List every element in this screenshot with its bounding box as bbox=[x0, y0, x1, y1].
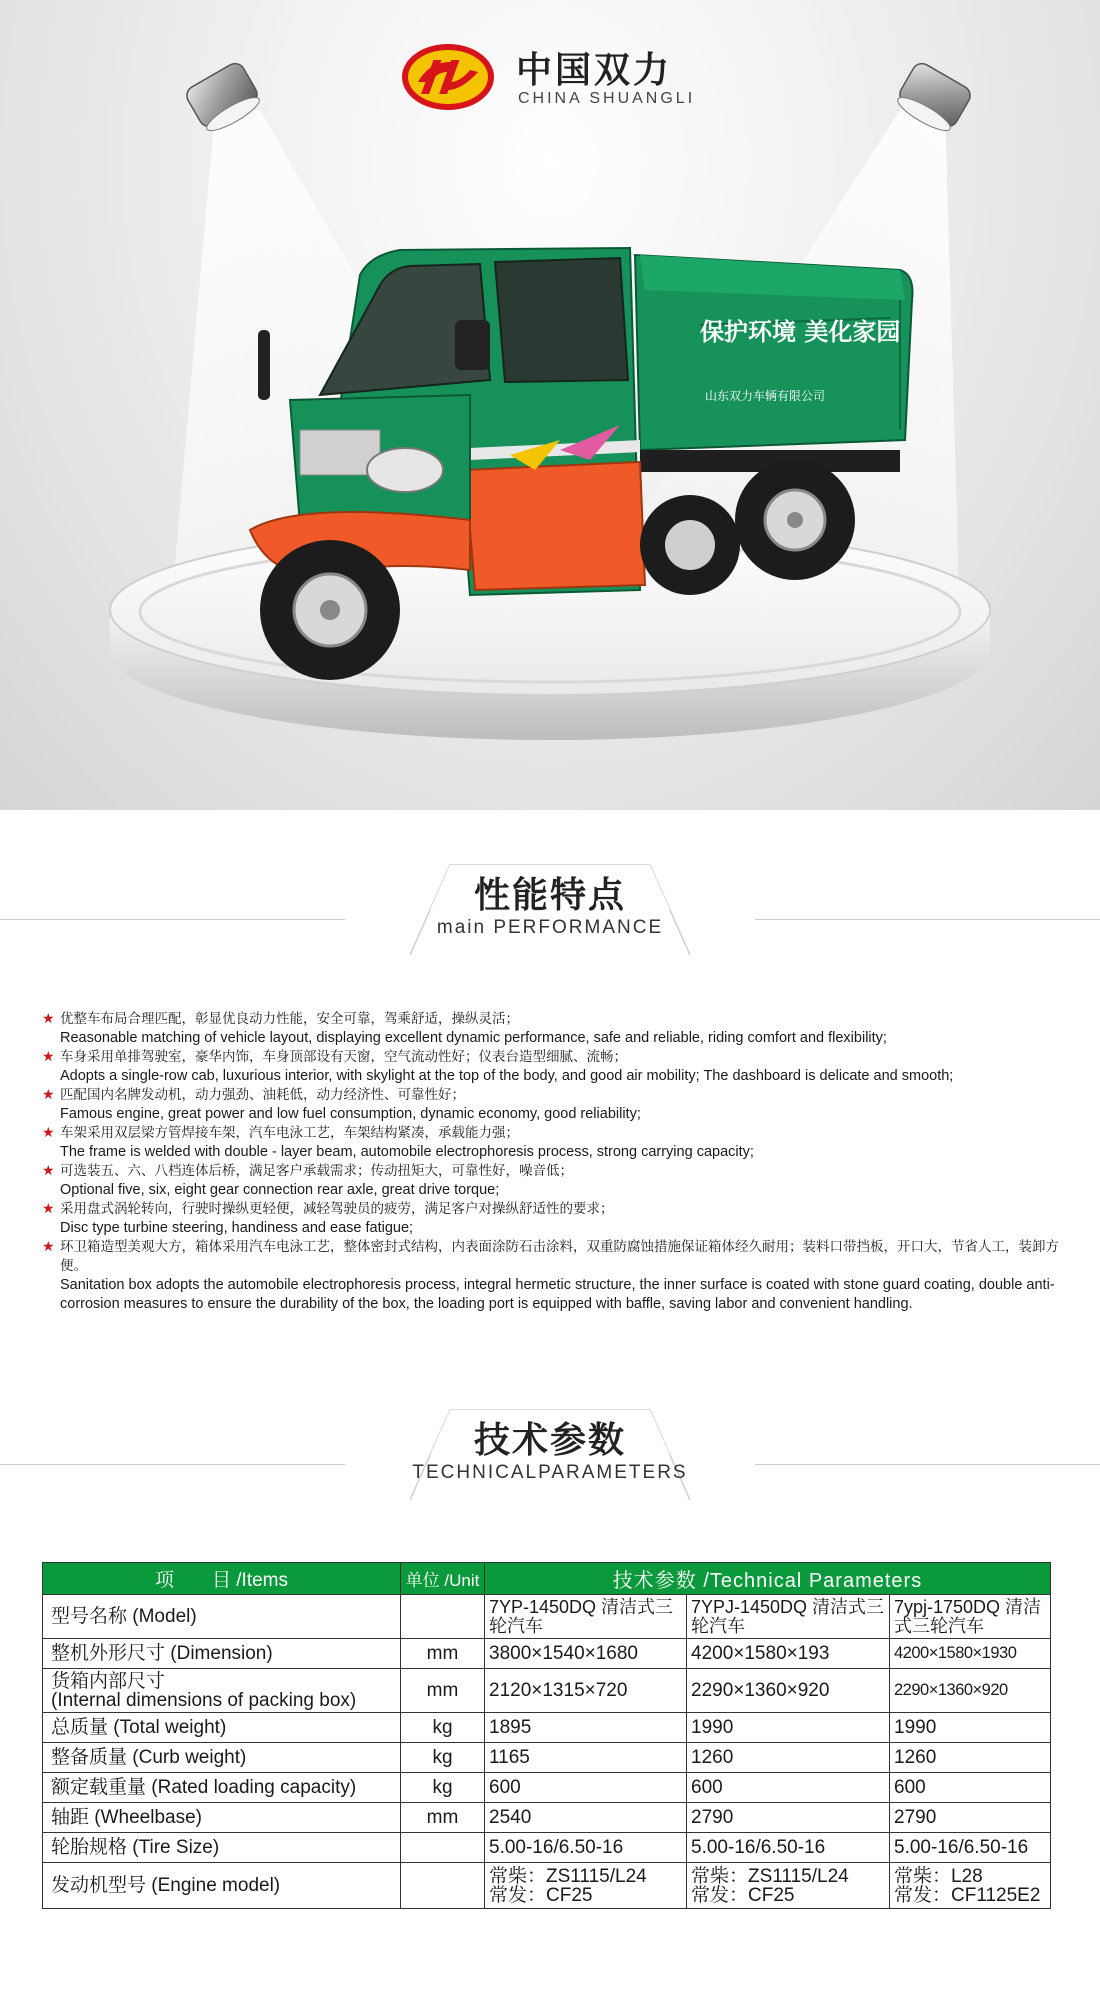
feature-item bbox=[42, 1010, 1062, 1048]
spec-row bbox=[43, 1639, 1051, 1669]
spec-cell-value-model-2: 常柴：ZS1115/L24 常发：CF25 bbox=[687, 1863, 890, 1909]
spec-cell-label: 额定载重量 (Rated loading capacity) bbox=[43, 1773, 401, 1803]
spec-cell-unit: mm bbox=[401, 1669, 485, 1713]
feature-item bbox=[42, 1086, 1062, 1124]
spec-cell-value-model-1: 600 bbox=[485, 1773, 687, 1803]
spec-row bbox=[43, 1833, 1051, 1863]
box-slogan: 保护环境 美化家园 bbox=[700, 318, 901, 346]
section-heading-performance bbox=[0, 855, 1100, 985]
spec-cell-value-model-1: 1165 bbox=[485, 1743, 687, 1773]
header-unit: 单位 /Unit bbox=[401, 1563, 485, 1595]
spec-cell-value-model-1: 2540 bbox=[485, 1803, 687, 1833]
feature-en: The frame is welded with double - layer beam, automobile electrophoresis process, strong carrying capacity; bbox=[60, 1144, 754, 1160]
star-bullet-icon: ★ bbox=[42, 1087, 55, 1103]
hero-illustration bbox=[0, 0, 1100, 810]
feature-cn: 环卫箱造型美观大方，箱体采用汽车电泳工艺，整体密封式结构，内表面涂防石击涂料，双重防腐蚀措施保证箱体经久耐用；装料口带挡板，开口大，节省人工，装卸方便。 bbox=[60, 1239, 1059, 1274]
spec-row bbox=[43, 1773, 1051, 1803]
spec-cell-label: 发动机型号 (Engine model) bbox=[43, 1863, 401, 1909]
spec-row bbox=[43, 1743, 1051, 1773]
performance-title-cn: 性能特点 bbox=[473, 875, 626, 916]
feature-en: Adopts a single-row cab, luxurious interior, with skylight at the top of the body, and good air mobility; The dashboard is delicate and smooth; bbox=[60, 1068, 954, 1084]
spec-cell-value-model-3: 5.00-16/6.50-16 bbox=[890, 1833, 1051, 1863]
spec-cell-value-model-3: 1990 bbox=[890, 1713, 1051, 1743]
feature-cn: 优整车布局合理匹配，彰显优良动力性能，安全可靠，驾乘舒适，操纵灵活； bbox=[60, 1011, 519, 1027]
spec-cell-value-model-1: 7YP-1450DQ 清洁式三轮汽车 bbox=[485, 1595, 687, 1639]
spec-cell-value-model-3: 7ypj-1750DQ 清洁式三轮汽车 bbox=[890, 1595, 1051, 1639]
spec-cell-label: 整机外形尺寸 (Dimension) bbox=[43, 1639, 401, 1669]
feature-en: Famous engine, great power and low fuel consumption, dynamic economy, good reliability; bbox=[60, 1106, 641, 1122]
box-company: 山东双力车辆有限公司 bbox=[705, 389, 826, 403]
spec-cell-unit: kg bbox=[401, 1713, 485, 1743]
performance-title-en: main PERFORMANCE bbox=[436, 917, 664, 938]
spec-cell-value-model-1: 常柴：ZS1115/L24 常发：CF25 bbox=[485, 1863, 687, 1909]
spec-cell-unit bbox=[401, 1595, 485, 1639]
performance-feature-list bbox=[42, 1010, 1062, 1314]
star-bullet-icon: ★ bbox=[42, 1239, 55, 1255]
spec-cell-value-model-2: 1990 bbox=[687, 1713, 890, 1743]
spec-cell-unit: mm bbox=[401, 1803, 485, 1833]
technical-title-en: TECHNICALPARAMETERS bbox=[412, 1462, 688, 1483]
feature-item bbox=[42, 1124, 1062, 1162]
feature-cn: 可选装五、六、八档连体后桥，满足客户承载需求；传动扭矩大，可靠性好，噪音低； bbox=[60, 1163, 573, 1179]
spec-row bbox=[43, 1803, 1051, 1833]
spec-cell-value-model-3: 2290×1360×920 bbox=[890, 1669, 1051, 1713]
header-technical-parameters: 技术参数 /Technical Parameters bbox=[485, 1563, 1051, 1595]
spec-row bbox=[43, 1863, 1051, 1909]
spec-cell-value-model-3: 常柴：L28 常发：CF1125E2 bbox=[890, 1863, 1051, 1909]
spec-cell-value-model-1: 5.00-16/6.50-16 bbox=[485, 1833, 687, 1863]
spec-row bbox=[43, 1669, 1051, 1713]
feature-item bbox=[42, 1162, 1062, 1200]
technical-title-cn: 技术参数 bbox=[473, 1420, 626, 1461]
spec-cell-unit bbox=[401, 1833, 485, 1863]
spec-cell-value-model-2: 2790 bbox=[687, 1803, 890, 1833]
brand-name-cn: 中国双力 bbox=[516, 50, 673, 91]
section-heading-technical bbox=[0, 1400, 1100, 1530]
spec-cell-value-model-3: 2790 bbox=[890, 1803, 1051, 1833]
feature-item bbox=[42, 1238, 1062, 1314]
feature-en: Optional five, six, eight gear connection rear axle, great drive torque; bbox=[60, 1182, 500, 1198]
spec-cell-value-model-3: 1260 bbox=[890, 1743, 1051, 1773]
shuangli-logo-icon bbox=[400, 42, 496, 112]
feature-en: Sanitation box adopts the automobile electrophoresis process, integral hermetic structure, the inner surface is coated with stone guard coating, double anti-corrosion measures to ensure the durability of the box, the loading port is equipped with baffle, saving labor and convenient handling. bbox=[60, 1277, 1055, 1312]
front-wheel bbox=[260, 540, 400, 680]
feature-cn: 匹配国内名牌发动机，动力强劲、油耗低，动力经济性、可靠性好； bbox=[60, 1087, 465, 1103]
spec-cell-unit: kg bbox=[401, 1743, 485, 1773]
spec-cell-unit: kg bbox=[401, 1773, 485, 1803]
spec-cell-value-model-2: 2290×1360×920 bbox=[687, 1669, 890, 1713]
spec-cell-unit bbox=[401, 1863, 485, 1909]
spec-cell-label: 货箱内部尺寸 (Internal dimensions of packing box) bbox=[43, 1669, 401, 1713]
feature-en: Disc type turbine steering, handiness and ease fatigue; bbox=[60, 1220, 414, 1236]
feature-cn: 车架采用双层梁方管焊接车架，汽车电泳工艺，车架结构紧凑，承载能力强； bbox=[60, 1125, 519, 1141]
feature-cn: 采用盘式涡轮转向，行驶时操纵更轻便，减轻驾驶员的疲劳，满足客户对操纵舒适性的要求； bbox=[60, 1201, 614, 1217]
feature-cn: 车身采用单排驾驶室，豪华内饰，车身顶部设有天窗，空气流动性好；仪表台造型细腻、流畅； bbox=[60, 1049, 627, 1065]
star-bullet-icon: ★ bbox=[42, 1049, 55, 1065]
brand-header bbox=[400, 40, 700, 120]
spec-cell-label: 总质量 (Total weight) bbox=[43, 1713, 401, 1743]
spec-table bbox=[42, 1562, 1051, 1909]
middle-rear-wheel bbox=[640, 495, 740, 595]
feature-en: Reasonable matching of vehicle layout, displaying excellent dynamic performance, safe and reliable, riding comfort and flexibility; bbox=[60, 1030, 887, 1046]
spec-row bbox=[43, 1595, 1051, 1639]
spec-cell-value-model-3: 600 bbox=[890, 1773, 1051, 1803]
rear-wheel bbox=[735, 460, 855, 580]
header-items: 项 目 /Items bbox=[43, 1563, 401, 1595]
spec-cell-label: 整备质量 (Curb weight) bbox=[43, 1743, 401, 1773]
brand-name-en: CHINA SHUANGLI bbox=[518, 90, 696, 107]
spec-cell-value-model-2: 600 bbox=[687, 1773, 890, 1803]
spec-cell-value-model-1: 3800×1540×1680 bbox=[485, 1639, 687, 1669]
hero-banner bbox=[0, 0, 1100, 810]
spec-cell-label: 型号名称 (Model) bbox=[43, 1595, 401, 1639]
spec-cell-value-model-3: 4200×1580×1930 bbox=[890, 1639, 1051, 1669]
feature-item bbox=[42, 1200, 1062, 1238]
spec-cell-value-model-2: 1260 bbox=[687, 1743, 890, 1773]
spec-cell-label: 轴距 (Wheelbase) bbox=[43, 1803, 401, 1833]
star-bullet-icon: ★ bbox=[42, 1163, 55, 1179]
spec-cell-value-model-1: 2120×1315×720 bbox=[485, 1669, 687, 1713]
spec-cell-value-model-2: 5.00-16/6.50-16 bbox=[687, 1833, 890, 1863]
spec-table-header bbox=[43, 1563, 1051, 1595]
spec-row bbox=[43, 1713, 1051, 1743]
feature-item bbox=[42, 1048, 1062, 1086]
star-bullet-icon: ★ bbox=[42, 1201, 55, 1217]
star-bullet-icon: ★ bbox=[42, 1125, 55, 1141]
star-bullet-icon: ★ bbox=[42, 1011, 55, 1027]
spec-cell-value-model-2: 4200×1580×193 bbox=[687, 1639, 890, 1669]
spec-cell-unit: mm bbox=[401, 1639, 485, 1669]
spec-cell-value-model-1: 1895 bbox=[485, 1713, 687, 1743]
spec-cell-label: 轮胎规格 (Tire Size) bbox=[43, 1833, 401, 1863]
spec-cell-value-model-2: 7YPJ-1450DQ 清洁式三轮汽车 bbox=[687, 1595, 890, 1639]
